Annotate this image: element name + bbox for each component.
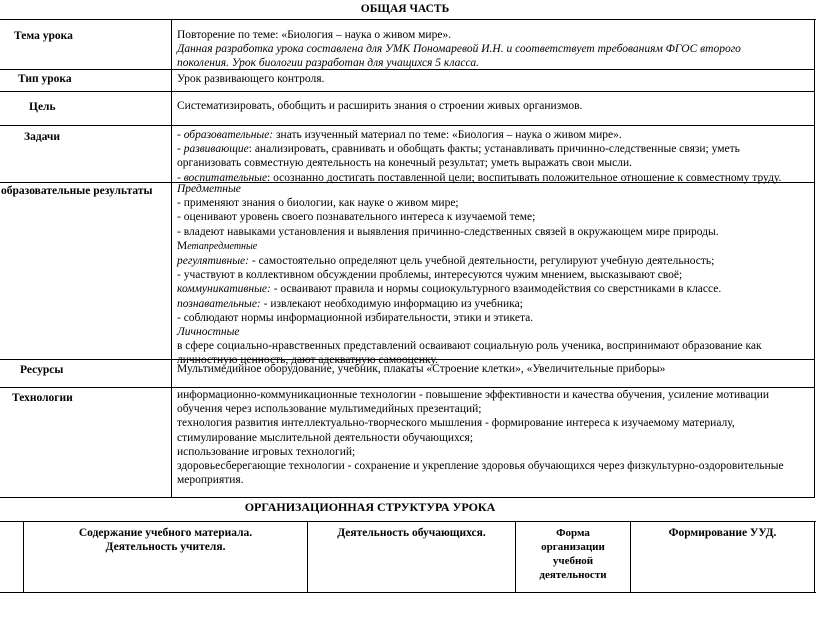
row-value-resursy: Мультимедийное оборудование, учебник, плакаты «Строение клетки», «Увеличительные приборы» [177, 363, 666, 375]
row-label-results: образовательные результаты [1, 185, 153, 197]
results-line: - оценивают уровень своего познавательного интереса к изучаемой теме; [177, 211, 536, 224]
general-section-title: ОБЩАЯ ЧАСТЬ [360, 3, 450, 15]
results-line: регулятивные: - самостоятельно определяют цель учебной деятельности, регулируют учебную деятельность; [177, 255, 715, 268]
zadachi-line: организовать совместную деятельность на конечный результат; уметь выражать свои мысли. [177, 157, 632, 170]
tech-line: информационно-коммуникационные технологии - повышение эффективности и качества обучения, усиление мотивации [177, 389, 769, 401]
row-value-tema [177, 28, 741, 71]
tech-line: технология развития интеллектуально-творческого мышления - формирование интереса к изучаемому материалу, [177, 417, 735, 430]
tema-line: Повторение по теме: «Биология – наука о живом мире». [177, 29, 452, 41]
results-line: коммуникативные: - осваивают правила и нормы социокультурного взаимодействия со сверстниками в классе. [177, 283, 722, 296]
row-divider [0, 125, 815, 126]
results-line: Метапредметные [177, 239, 258, 252]
row-value-results [177, 182, 762, 368]
tech-line: здоровьесберегающие технологии - сохранение и укрепление здоровья обучающихся через физкультурно-оздоровительные [177, 460, 784, 473]
row-label-resursy: Ресурсы [20, 364, 64, 376]
results-line: Личностные [177, 326, 240, 339]
row-label-tech: Технологии [12, 392, 73, 404]
org-header-teacher: Содержание учебного материала. Деятельность учителя. [78, 527, 253, 554]
table-top-border [0, 19, 816, 20]
tech-line: обучения через использование мультимедийных презентаций; [177, 403, 482, 416]
zadachi-line: - образовательные: знать изученный материал по теме: «Биология – наука о живом мире». [177, 129, 622, 141]
results-line: - участвуют в коллективном обсуждении проблемы, интересуются чужим мнением, высказывают своё; [177, 269, 683, 282]
table-bottom-border [0, 497, 815, 498]
zadachi-line: - воспитательные: осознанно достигать поставленной цели; воспитывать положительное отношение к совместному труду. [177, 171, 782, 184]
row-label-zadachi: Задачи [24, 131, 61, 143]
org-table-top-border [0, 521, 816, 522]
org-table-right-border [814, 521, 815, 593]
row-label-cel: Цель [29, 101, 56, 113]
row-divider [0, 91, 815, 92]
row-label-tema: Тема урока [14, 30, 73, 42]
org-table-bottom-border [0, 592, 816, 593]
tech-line: стимулирование мыслительной деятельности обучающихся; [177, 431, 474, 444]
results-line: познавательные: - извлекают необходимую информацию из учебника; [177, 297, 523, 310]
results-line: личностную ценность, дают адекватную самооценку. [177, 354, 438, 367]
row-value-tip: Урок развивающего контроля. [177, 73, 325, 85]
org-header-form: Форма организации учебной деятельности [539, 527, 607, 581]
results-line: - применяют знания о биологии, как науке о живом мире; [177, 197, 459, 210]
org-section-title: ОРГАНИЗАЦИОННАЯ СТРУКТУРА УРОКА [244, 500, 496, 514]
zadachi-line: - развивающие: анализировать, сравнивать и обобщать факты; устанавливать причинно-следственные связи; уметь [177, 143, 740, 156]
results-line: - соблюдают нормы информационной избирательности, этики и этикета. [177, 311, 534, 324]
tema-line: Данная разработка урока составлена для УМК Пономаревой И.Н. и соответствует требованиям ФГОС второго [177, 43, 741, 56]
results-line: в сфере социально-нравственных представлений осваивают социальную роль ученика, воспринимают образование как [177, 340, 762, 353]
org-header-students: Деятельность обучающихся. [337, 527, 486, 539]
results-line: - владеют навыками установления и выявления причинно-следственных связей в окружающем мире природы. [177, 225, 719, 238]
tech-line: использование игровых технологий; [177, 445, 356, 458]
row-value-tech [177, 388, 784, 487]
row-value-cel: Систематизировать, обобщить и расширить знания о строении живых организмов. [177, 100, 583, 112]
tech-line: мероприятия. [177, 474, 244, 487]
row-label-tip: Тип урока [18, 73, 72, 85]
row-value-zadachi [177, 128, 781, 185]
results-line: Предметные [177, 183, 241, 195]
org-header-uud: Формирование УУД. [668, 527, 777, 539]
tema-line: поколения. Урок биологии разработан для учащихся 5 класса. [177, 57, 479, 70]
